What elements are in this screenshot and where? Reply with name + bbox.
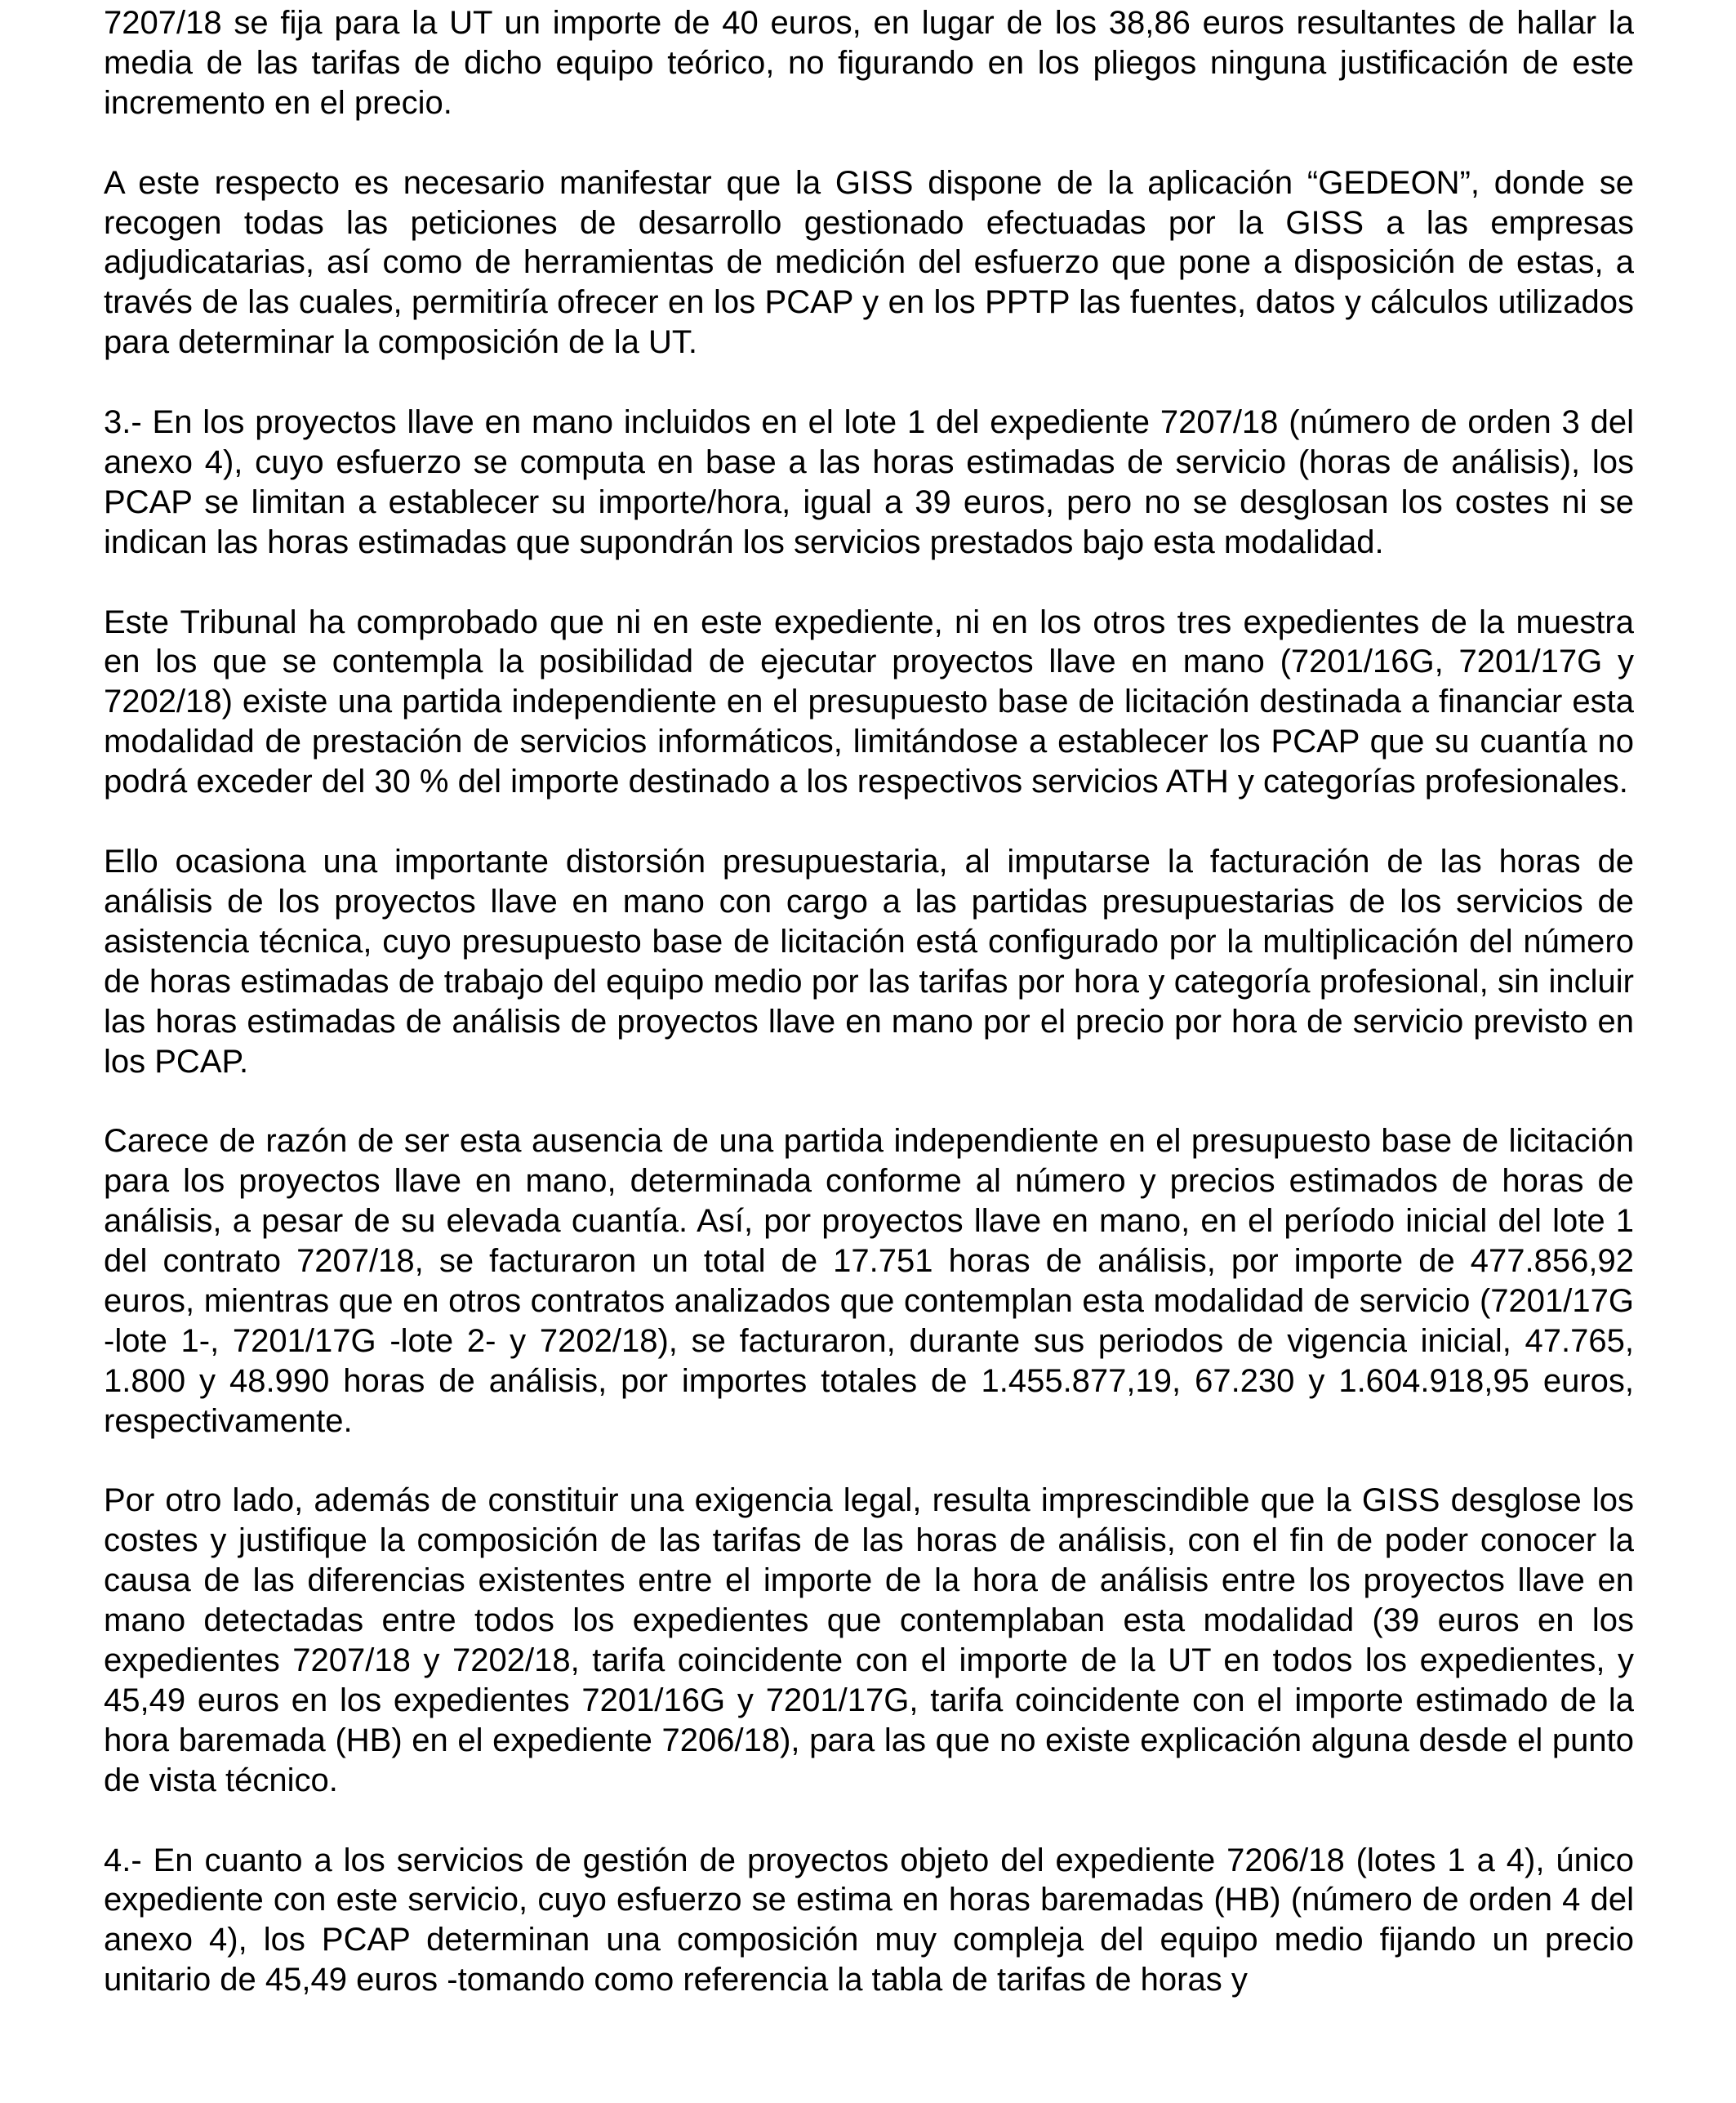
paragraph-cost-breakdown: Por otro lado, además de constituir una exigencia legal, resulta imprescindible que la GISS desglose los costes y justifique la composición de las tarifas de las horas de análisis, con el fin de poder conocer la causa de las diferencias existentes entre el importe de la hora de análisis entre los proyectos llave en mano detectadas entre todos los expedientes que contemplaban esta modalidad (39 euros en los expedientes 7207/18 y 7202/18, tarifa coincidente con el importe de la UT en todos los expedientes, y 45,49 euros en los expedientes 7201/16G y 7201/17G, tarifa coincidente con el importe estimado de la hora baremada (HB) en el expediente 7206/18), para las que no existe explicación alguna desde el punto de vista técnico. [104, 1482, 1634, 1798]
document-page [104, 3, 1634, 2099]
paragraph-gedeon: A este respecto es necesario manifestar que la GISS dispone de la aplicación “GEDEON”, donde se recogen todas las peticiones de desarrollo gestionado efectuadas por la GISS a las empresas adjudicatarias, así como de herramientas de medición del esfuerzo que pone a disposición de estas, a través de las cuales, permitiría ofrecer en los PCAP y en los PPTP las fuentes, datos y cálculos utilizados para determinar la composición de la UT. [104, 164, 1634, 361]
paragraph-point-4: 4.- En cuanto a los servicios de gestión de proyectos objeto del expediente 7206/18 (lotes 1 a 4), único expediente con este servicio, cuyo esfuerzo se estima en horas baremadas (HB) (número de orden 4 del anexo 4), los PCAP determinan una composición muy compleja del equipo medio fijando un precio unitario de 45,49 euros -tomando como referencia la tabla de tarifas de horas y [104, 1842, 1634, 1998]
paragraph-ut-price: 7207/18 se fija para la UT un importe de 40 euros, en lugar de los 38,86 euros resultantes de hallar la media de las tarifas de dicho equipo teórico, no figurando en los pliegos ninguna justificación de este incremento en el precio. [104, 5, 1634, 121]
paragraph-budget-distortion: Ello ocasiona una importante distorsión presupuestaria, al imputarse la facturación de las horas de análisis de los proyectos llave en mano con cargo a las partidas presupuestarias de los servicios de asistencia técnica, cuyo presupuesto base de licitación está configurado por la multiplicación del número de horas estimadas de trabajo del equipo medio por las tarifas por hora y categoría profesional, sin incluir las horas estimadas de análisis de proyectos llave en mano por el precio por hora de servicio previsto en los PCAP. [104, 843, 1634, 1080]
paragraph-tribunal-finding: Este Tribunal ha comprobado que ni en este expediente, ni en los otros tres expedientes de la muestra en los que se contempla la posibilidad de ejecutar proyectos llave en mano (7201/16G, 7201/17G y 7202/18) existe una partida independiente en el presupuesto base de licitación destinada a financiar esta modalidad de prestación de servicios informáticos, limitándose a establecer los PCAP que su cuantía no podrá exceder del 30 % del importe destinado a los respectivos servicios ATH y categorías profesionales. [104, 604, 1634, 800]
paragraph-point-3: 3.- En los proyectos llave en mano incluidos en el lote 1 del expediente 7207/18 (número de orden 3 del anexo 4), cuyo esfuerzo se computa en base a las horas estimadas de servicio (horas de análisis), los PCAP se limitan a establecer su importe/hora, igual a 39 euros, pero no se desglosan los costes ni se indican las horas estimadas que supondrán los servicios prestados bajo esta modalidad. [104, 404, 1634, 560]
paragraph-missing-item: Carece de razón de ser esta ausencia de una partida independiente en el presupuesto base de licitación para los proyectos llave en mano, determinada conforme al número y precios estimados de horas de análisis, a pesar de su elevada cuantía. Así, por proyectos llave en mano, en el período inicial del lote 1 del contrato 7207/18, se facturaron un total de 17.751 horas de análisis, por importe de 477.856,92 euros, mientras que en otros contratos analizados que contemplan esta modalidad de servicio (7201/17G -lote 1-, 7201/17G -lote 2- y 7202/18), se facturaron, durante sus periodos de vigencia inicial, 47.765, 1.800 y 48.990 horas de análisis, por importes totales de 1.455.877,19, 67.230 y 1.604.918,95 euros, respectivamente. [104, 1123, 1634, 1439]
